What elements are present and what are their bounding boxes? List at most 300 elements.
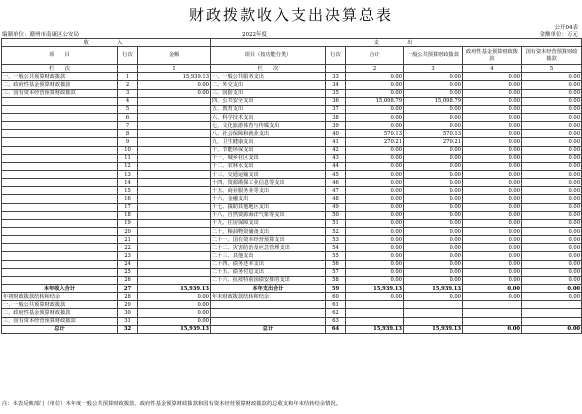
table-cell: 0.00 — [463, 187, 522, 195]
table-cell: 0.00 — [346, 105, 404, 113]
table-cell — [404, 317, 463, 325]
table-cell: 30 — [118, 309, 138, 317]
table-cell: 0.00 — [346, 195, 404, 203]
table-cell: 15,098.79 — [404, 97, 463, 105]
table-cell — [138, 105, 211, 113]
table-cell: 45 — [326, 170, 346, 178]
table-cell — [2, 236, 118, 244]
table-cell — [138, 276, 211, 284]
table-cell: 61 — [326, 301, 346, 309]
table-cell: 三、国防支出 — [211, 89, 326, 97]
table-cell: 32 — [118, 325, 138, 333]
table-cell: 七、文化旅游体育与传媒支出 — [211, 122, 326, 130]
table-cell — [138, 138, 211, 146]
table-cell: 270.21 — [404, 138, 463, 146]
table-cell — [2, 195, 118, 203]
table-cell — [2, 146, 118, 154]
table-cell: 0.00 — [346, 236, 404, 244]
table-cell — [2, 260, 118, 268]
table-cell: 15,939.13 — [404, 325, 463, 333]
table-cell — [138, 244, 211, 252]
index-cell — [118, 65, 138, 73]
index-row — [2, 65, 582, 73]
table-cell: 0.00 — [463, 81, 522, 89]
table-cell: 22 — [118, 244, 138, 252]
table-cell: 0.00 — [138, 89, 211, 97]
table-cell — [2, 276, 118, 284]
table-cell: 15 — [118, 187, 138, 195]
table-cell — [2, 138, 118, 146]
table-cell: 0.00 — [346, 122, 404, 130]
index-cell: 栏 次 — [2, 65, 118, 73]
table-cell — [404, 309, 463, 317]
table-cell: 0.00 — [404, 187, 463, 195]
table-cell: 48 — [326, 195, 346, 203]
table-cell: 12 — [118, 162, 138, 170]
table-cell: 0.00 — [522, 170, 582, 178]
table-cell: 26 — [118, 276, 138, 284]
table-cell: 二十五、债务付息支出 — [211, 268, 326, 276]
table-body — [2, 39, 582, 334]
section-row — [2, 39, 582, 47]
header-exp-item: 项目（按功能分类） — [211, 47, 326, 65]
table-cell: 63 — [326, 317, 346, 325]
table-cell: 0.00 — [463, 325, 522, 333]
table-cell: 0.00 — [463, 211, 522, 219]
table-cell: 15,939.13 — [138, 325, 211, 333]
table-cell — [522, 301, 582, 309]
table-cell: 36 — [326, 97, 346, 105]
table-cell: 37 — [326, 105, 346, 113]
table-cell: 0.00 — [138, 309, 211, 317]
table-cell — [138, 236, 211, 244]
table-cell: 0.00 — [404, 179, 463, 187]
table-cell — [138, 97, 211, 105]
table-cell: 0.00 — [522, 252, 582, 260]
table-cell: 0.00 — [463, 146, 522, 154]
table-cell — [2, 105, 118, 113]
unit-label: 编制单位：赣州市南康区公安局 — [2, 32, 80, 38]
table-cell: 0.00 — [346, 73, 404, 81]
table-cell: 三、国有资本经营预算财政拨款 — [2, 317, 118, 325]
table-cell: 0.00 — [463, 130, 522, 138]
table-cell — [522, 309, 582, 317]
table-cell: 7 — [118, 122, 138, 130]
table-cell: 总计 — [2, 325, 118, 333]
table-cell: 0.00 — [463, 179, 522, 187]
table-cell: 19 — [118, 219, 138, 227]
table-cell: 0.00 — [346, 293, 404, 301]
table-cell: 0.00 — [404, 252, 463, 260]
table-cell: 一、一般公共服务支出 — [211, 73, 326, 81]
table-cell: 0.00 — [404, 227, 463, 235]
table-cell: 年初财政拨款结转和结余 — [2, 293, 118, 301]
table-cell: 0.00 — [404, 203, 463, 211]
table-cell: 二十四、债务还本支出 — [211, 260, 326, 268]
report-title: 财政拨款收入支出决算总表 — [188, 6, 393, 24]
table-cell — [138, 122, 211, 130]
table-cell: 总计 — [211, 325, 326, 333]
table-cell: 52 — [326, 227, 346, 235]
income-section: 收 入 — [2, 39, 211, 47]
table-cell: 四、公共安全支出 — [211, 97, 326, 105]
table-cell: 15,939.13 — [404, 284, 463, 292]
table-cell — [138, 195, 211, 203]
table-cell: 29 — [118, 301, 138, 309]
table-row — [2, 309, 582, 317]
table-cell: 0.00 — [522, 227, 582, 235]
table-cell: 十二、农林水支出 — [211, 162, 326, 170]
table-row — [2, 81, 582, 89]
table-cell: 0.00 — [346, 252, 404, 260]
table-cell: 本年收入合计 — [2, 284, 118, 292]
table-cell: 0.00 — [522, 146, 582, 154]
table-cell: 0.00 — [463, 122, 522, 130]
table-cell — [522, 317, 582, 325]
table-cell: 二十、粮油物资储备支出 — [211, 227, 326, 235]
index-cell — [326, 65, 346, 73]
table-cell: 0.00 — [522, 162, 582, 170]
table-cell: 0.00 — [463, 293, 522, 301]
table-row — [2, 219, 582, 227]
table-cell: 1 — [118, 73, 138, 81]
table-cell: 0.00 — [463, 219, 522, 227]
header-exp-line: 行次 — [326, 47, 346, 65]
table-cell: 18 — [118, 211, 138, 219]
index-cell: 1 — [138, 65, 211, 73]
table-cell: 0.00 — [463, 138, 522, 146]
table-row — [2, 260, 582, 268]
table-cell: 9 — [118, 138, 138, 146]
table-cell: 5 — [118, 105, 138, 113]
table-cell: 0.00 — [138, 293, 211, 301]
table-cell: 55 — [326, 252, 346, 260]
table-cell — [346, 317, 404, 325]
table-cell: 0.00 — [463, 73, 522, 81]
table-cell: 570.13 — [404, 130, 463, 138]
table-cell: 31 — [118, 317, 138, 325]
table-cell: 0.00 — [346, 211, 404, 219]
table-cell: 21 — [118, 236, 138, 244]
table-row — [2, 236, 582, 244]
table-cell — [138, 170, 211, 178]
table-cell: 50 — [326, 211, 346, 219]
table-cell: 8 — [118, 130, 138, 138]
table-cell: 0.00 — [463, 154, 522, 162]
table-cell — [138, 260, 211, 268]
table-cell: 0.00 — [522, 138, 582, 146]
table-cell: 十三、交通运输支出 — [211, 170, 326, 178]
table-cell: 十七、援助其他地区支出 — [211, 203, 326, 211]
table-cell: 0.00 — [404, 154, 463, 162]
table-cell: 33 — [326, 73, 346, 81]
table-cell: 0.00 — [346, 170, 404, 178]
table-cell: 0.00 — [404, 162, 463, 170]
table-cell: 41 — [326, 138, 346, 146]
table-cell: 35 — [326, 89, 346, 97]
table-cell: 43 — [326, 154, 346, 162]
table-cell: 0.00 — [463, 97, 522, 105]
table-cell: 二、政府性基金预算财政拨款 — [2, 81, 118, 89]
table-row — [2, 138, 582, 146]
money-unit: 金额单位：万元 — [539, 32, 578, 38]
table-row — [2, 227, 582, 235]
table-cell: 0.00 — [522, 268, 582, 276]
table-row — [2, 170, 582, 178]
table-cell: 15,939.13 — [346, 284, 404, 292]
table-cell: 一、一般公共预算财政拨款 — [2, 301, 118, 309]
table-cell: 0.00 — [463, 195, 522, 203]
table-cell: 0.00 — [404, 113, 463, 121]
table-cell: 0.00 — [404, 81, 463, 89]
table-cell: 13 — [118, 170, 138, 178]
table-cell — [2, 170, 118, 178]
table-cell: 24 — [118, 260, 138, 268]
table-cell: 0.00 — [522, 154, 582, 162]
table-cell: 0.00 — [463, 105, 522, 113]
table-cell: 十四、资源勘探工业信息等支出 — [211, 179, 326, 187]
table-cell: 0.00 — [522, 195, 582, 203]
table-cell: 27 — [118, 284, 138, 292]
table-cell — [2, 219, 118, 227]
table-cell: 0.00 — [404, 73, 463, 81]
year-label: 2022年度 — [242, 32, 267, 38]
table-cell: 20 — [118, 227, 138, 235]
table-cell: 0.00 — [522, 89, 582, 97]
table-cell — [2, 268, 118, 276]
table-row — [2, 252, 582, 260]
header-line: 行次 — [118, 47, 138, 65]
table-cell: 二十三、其他支出 — [211, 252, 326, 260]
table-cell: 15,939.13 — [138, 73, 211, 81]
form-code: 公开04表 — [554, 25, 578, 31]
table-cell — [138, 113, 211, 121]
table-cell: 0.00 — [522, 293, 582, 301]
table-cell: 58 — [326, 276, 346, 284]
table-cell: 0.00 — [463, 260, 522, 268]
table-cell: 34 — [326, 81, 346, 89]
table-cell: 64 — [326, 325, 346, 333]
table-cell — [138, 268, 211, 276]
table-cell: 0.00 — [522, 325, 582, 333]
table-cell: 八、社会保障和就业支出 — [211, 130, 326, 138]
table-cell — [404, 301, 463, 309]
table-cell: 0.00 — [346, 146, 404, 154]
table-row — [2, 154, 582, 162]
table-row — [2, 301, 582, 309]
table-cell: 0.00 — [404, 219, 463, 227]
index-cell: 栏 次 — [211, 65, 326, 73]
table-cell: 0.00 — [522, 276, 582, 284]
table-cell — [138, 162, 211, 170]
table-cell: 11 — [118, 154, 138, 162]
table-cell: 0.00 — [463, 113, 522, 121]
index-cell: 4 — [463, 65, 522, 73]
table-cell — [138, 211, 211, 219]
table-cell: 0.00 — [346, 276, 404, 284]
table-cell: 十一、城乡社区支出 — [211, 154, 326, 162]
table-cell — [2, 130, 118, 138]
table-row — [2, 105, 582, 113]
table-cell — [138, 252, 211, 260]
table-cell: 47 — [326, 187, 346, 195]
table-cell: 0.00 — [522, 219, 582, 227]
table-row — [2, 97, 582, 105]
table-cell — [138, 130, 211, 138]
table-cell — [211, 301, 326, 309]
table-cell: 0.00 — [522, 244, 582, 252]
table-cell — [211, 317, 326, 325]
table-row — [2, 113, 582, 121]
table-cell: 二、外交支出 — [211, 81, 326, 89]
table-cell: 十、节能环保支出 — [211, 146, 326, 154]
table-cell: 年末财政拨款结转和结余 — [211, 293, 326, 301]
table-cell: 0.00 — [463, 244, 522, 252]
table-cell: 0.00 — [522, 236, 582, 244]
table-row — [2, 195, 582, 203]
table-cell: 0.00 — [404, 170, 463, 178]
table-cell: 0.00 — [522, 113, 582, 121]
table-cell: 0.00 — [404, 146, 463, 154]
table-row — [2, 268, 582, 276]
table-cell: 三、国有资本经营预算财政拨款 — [2, 89, 118, 97]
table-cell: 38 — [326, 113, 346, 121]
table-cell: 0.00 — [522, 284, 582, 292]
table-row — [2, 187, 582, 195]
table-cell: 五、教育支出 — [211, 105, 326, 113]
table-cell: 0.00 — [404, 89, 463, 97]
table-cell — [138, 146, 211, 154]
table-cell — [346, 309, 404, 317]
table-cell — [2, 122, 118, 130]
table-cell: 0.00 — [522, 130, 582, 138]
table-cell: 0.00 — [404, 268, 463, 276]
table-cell: 0.00 — [346, 268, 404, 276]
table-cell: 0.00 — [463, 89, 522, 97]
table-cell: 0.00 — [346, 154, 404, 162]
table-cell — [2, 162, 118, 170]
table-cell — [463, 317, 522, 325]
table-row — [2, 244, 582, 252]
table-cell: 十六、金融支出 — [211, 195, 326, 203]
table-cell: 0.00 — [522, 203, 582, 211]
table-cell: 0.00 — [463, 236, 522, 244]
table-cell: 0.00 — [346, 203, 404, 211]
table-cell: 本年支出合计 — [211, 284, 326, 292]
table-cell: 0.00 — [346, 219, 404, 227]
table-cell: 0.00 — [138, 317, 211, 325]
table-cell: 42 — [326, 146, 346, 154]
table-cell: 4 — [118, 97, 138, 105]
table-cell — [2, 97, 118, 105]
table-cell: 0.00 — [463, 276, 522, 284]
header-item: 项 目 — [2, 47, 118, 65]
table-cell: 二十一、国有资本经营预算支出 — [211, 236, 326, 244]
table-cell: 0.00 — [522, 179, 582, 187]
table-cell — [2, 252, 118, 260]
table-cell: 二十六、抗疫特别国债安排的支出 — [211, 276, 326, 284]
table-cell: 0.00 — [463, 268, 522, 276]
table-cell: 0.00 — [346, 227, 404, 235]
table-cell: 10 — [118, 146, 138, 154]
table-cell — [138, 219, 211, 227]
table-row — [2, 89, 582, 97]
table-cell: 3 — [118, 89, 138, 97]
table-cell: 54 — [326, 244, 346, 252]
table-cell: 0.00 — [522, 81, 582, 89]
table-cell — [2, 203, 118, 211]
table-cell: 15,939.13 — [138, 284, 211, 292]
table-cell — [138, 154, 211, 162]
header-amount: 金额 — [138, 47, 211, 65]
table-cell: 62 — [326, 309, 346, 317]
table-cell: 0.00 — [404, 105, 463, 113]
table-row — [2, 73, 582, 81]
table-cell: 十九、住房保障支出 — [211, 219, 326, 227]
footnote: 注：本表反映部门（单位）本年度一般公共预算财政拨款、政府性基金预算财政拨款和国有资本经营预算财政拨款的总收支和年末结转结余情况。 — [2, 401, 342, 407]
table-cell: 0.00 — [404, 276, 463, 284]
table-cell — [138, 179, 211, 187]
header-state-capital: 国有资本经营预算财政拨款 — [522, 47, 582, 65]
table-cell: 25 — [118, 268, 138, 276]
table-cell: 57 — [326, 268, 346, 276]
table-cell: 0.00 — [522, 97, 582, 105]
table-row — [2, 122, 582, 130]
table-cell: 44 — [326, 162, 346, 170]
table-row — [2, 146, 582, 154]
table-row — [2, 293, 582, 301]
table-cell: 0.00 — [463, 284, 522, 292]
table-row — [2, 325, 582, 333]
table-cell: 0.00 — [404, 260, 463, 268]
table-cell: 0.00 — [522, 73, 582, 81]
table-row — [2, 179, 582, 187]
table-cell: 28 — [118, 293, 138, 301]
table-cell: 二、政府性基金预算财政拨款 — [2, 309, 118, 317]
table-cell: 0.00 — [346, 244, 404, 252]
table-cell: 0.00 — [404, 236, 463, 244]
table-cell: 0.00 — [404, 122, 463, 130]
index-cell: 2 — [346, 65, 404, 73]
table-row — [2, 276, 582, 284]
table-cell: 23 — [118, 252, 138, 260]
table-cell: 0.00 — [138, 81, 211, 89]
table-cell: 53 — [326, 236, 346, 244]
table-cell: 56 — [326, 260, 346, 268]
table-cell — [463, 301, 522, 309]
table-cell: 60 — [326, 293, 346, 301]
table-cell: 0.00 — [522, 211, 582, 219]
table-cell: 0.00 — [346, 113, 404, 121]
table-cell: 0.00 — [346, 81, 404, 89]
table-cell: 49 — [326, 203, 346, 211]
table-cell — [2, 113, 118, 121]
table-row — [2, 203, 582, 211]
table-cell: 0.00 — [346, 162, 404, 170]
table-cell: 59 — [326, 284, 346, 292]
table-cell — [2, 211, 118, 219]
header-row — [2, 47, 582, 65]
table-cell — [2, 179, 118, 187]
table-cell: 0.00 — [522, 187, 582, 195]
table-cell: 二十二、灾害防治及应急管理支出 — [211, 244, 326, 252]
table-cell: 0.00 — [463, 227, 522, 235]
table-cell: 0.00 — [346, 260, 404, 268]
table-cell: 0.00 — [404, 244, 463, 252]
table-cell — [138, 187, 211, 195]
table-row — [2, 130, 582, 138]
table-cell: 0.00 — [346, 179, 404, 187]
